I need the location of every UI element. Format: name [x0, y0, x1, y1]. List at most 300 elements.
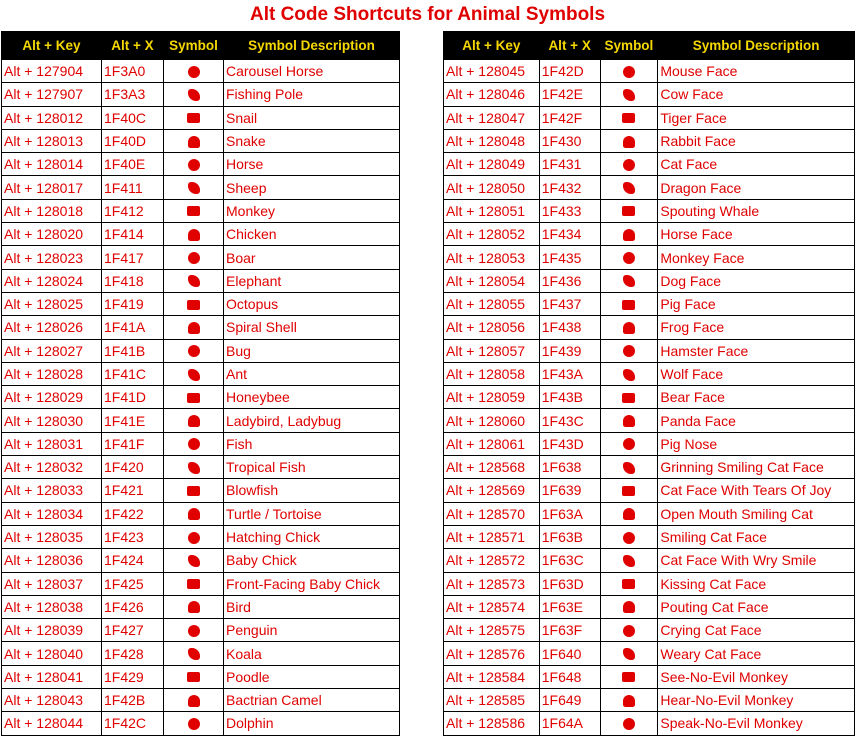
- symbol-cell: [600, 386, 658, 409]
- alt-x-cell: 1F428: [102, 642, 164, 665]
- pig-nose-icon: [623, 438, 635, 450]
- dragon-face-icon: [623, 182, 635, 194]
- symbol-cell: [164, 619, 224, 642]
- header-alt-x: Alt + X: [102, 32, 164, 60]
- symbol-cell: [600, 269, 658, 292]
- table-row: [2, 292, 400, 315]
- alt-key-cell: Alt + 128034: [2, 502, 102, 525]
- sheep-icon: [188, 182, 200, 194]
- smiling-cat-icon: [623, 532, 635, 544]
- symbol-description-cell: Ladybird, Ladybug: [224, 409, 400, 432]
- alt-x-cell: 1F41F: [102, 432, 164, 455]
- header-alt-key: Alt + Key: [2, 32, 102, 60]
- alt-key-cell: Alt + 128013: [2, 129, 102, 152]
- header-alt-x: Alt + X: [539, 32, 600, 60]
- symbol-cell: [600, 316, 658, 339]
- table-row: [2, 362, 400, 385]
- symbol-cell: [164, 572, 224, 595]
- alt-x-cell: 1F43A: [539, 362, 600, 385]
- alt-key-cell: Alt + 128572: [444, 549, 540, 572]
- symbol-cell: [600, 153, 658, 176]
- alt-key-cell: Alt + 128061: [444, 432, 540, 455]
- alt-x-cell: 1F432: [539, 176, 600, 199]
- symbol-cell: [600, 432, 658, 455]
- table-row: [444, 83, 855, 106]
- alt-key-cell: Alt + 128024: [2, 269, 102, 292]
- alt-x-cell: 1F414: [102, 223, 164, 246]
- honeybee-icon: [187, 393, 200, 403]
- alt-x-cell: 1F430: [539, 129, 600, 152]
- table-row: [444, 339, 855, 362]
- alt-key-cell: Alt + 128575: [444, 619, 540, 642]
- table-row: [2, 106, 400, 129]
- alt-key-cell: Alt + 128047: [444, 106, 540, 129]
- wolf-face-icon: [623, 369, 635, 381]
- symbol-cell: [164, 642, 224, 665]
- fishing-pole-icon: [188, 89, 200, 101]
- symbol-cell: [600, 339, 658, 362]
- turtle-icon: [188, 508, 200, 520]
- alt-x-cell: 1F63F: [539, 619, 600, 642]
- alt-key-cell: Alt + 128576: [444, 642, 540, 665]
- alt-x-cell: 1F639: [539, 479, 600, 502]
- table-row: [2, 595, 400, 618]
- symbol-description-cell: Elephant: [224, 269, 400, 292]
- symbol-description-cell: Mouse Face: [658, 60, 855, 83]
- alt-key-cell: Alt + 128014: [2, 153, 102, 176]
- alt-key-cell: Alt + 128574: [444, 595, 540, 618]
- symbol-description-cell: Monkey Face: [658, 246, 855, 269]
- boar-icon: [188, 252, 200, 264]
- koala-icon: [188, 648, 200, 660]
- table-row: [2, 479, 400, 502]
- header-symbol-description: Symbol Description: [224, 32, 400, 60]
- table-row: [444, 362, 855, 385]
- alt-x-cell: 1F42C: [102, 712, 164, 735]
- alt-x-cell: 1F43C: [539, 409, 600, 432]
- alt-key-cell: Alt + 128035: [2, 525, 102, 548]
- symbol-cell: [164, 153, 224, 176]
- symbol-description-cell: Crying Cat Face: [658, 619, 855, 642]
- alt-x-cell: 1F63A: [539, 502, 600, 525]
- wry-smile-cat-icon: [623, 555, 635, 567]
- table-row: [2, 689, 400, 712]
- alt-key-cell: Alt + 128017: [2, 176, 102, 199]
- symbol-cell: [164, 269, 224, 292]
- tiger-face-icon: [622, 113, 635, 123]
- symbol-description-cell: Cat Face With Wry Smile: [658, 549, 855, 572]
- alt-key-cell: Alt + 128037: [2, 572, 102, 595]
- symbol-cell: [164, 129, 224, 152]
- alt-key-cell: Alt + 128585: [444, 689, 540, 712]
- symbol-description-cell: Grinning Smiling Cat Face: [658, 456, 855, 479]
- spouting-whale-icon: [622, 206, 635, 216]
- symbol-cell: [600, 362, 658, 385]
- symbol-description-cell: Monkey: [224, 199, 400, 222]
- alt-key-cell: Alt + 128055: [444, 292, 540, 315]
- symbol-cell: [164, 689, 224, 712]
- penguin-icon: [188, 625, 200, 637]
- symbol-description-cell: Wolf Face: [658, 362, 855, 385]
- alt-key-cell: Alt + 128018: [2, 199, 102, 222]
- symbol-cell: [164, 409, 224, 432]
- alt-x-cell: 1F63C: [539, 549, 600, 572]
- fish-icon: [188, 438, 200, 450]
- alt-x-cell: 1F437: [539, 292, 600, 315]
- symbol-description-cell: Pig Face: [658, 292, 855, 315]
- alt-x-cell: 1F43D: [539, 432, 600, 455]
- alt-x-cell: 1F425: [102, 572, 164, 595]
- horse-icon: [188, 159, 200, 171]
- alt-x-cell: 1F63E: [539, 595, 600, 618]
- table-row: [2, 316, 400, 339]
- alt-x-cell: 1F411: [102, 176, 164, 199]
- symbol-description-cell: Horse Face: [658, 223, 855, 246]
- symbol-cell: [164, 292, 224, 315]
- symbol-description-cell: Penguin: [224, 619, 400, 642]
- table-row: [444, 572, 855, 595]
- table-row: [2, 153, 400, 176]
- symbol-description-cell: Hear-No-Evil Monkey: [658, 689, 855, 712]
- symbol-cell: [600, 223, 658, 246]
- alt-x-cell: 1F427: [102, 619, 164, 642]
- symbol-description-cell: Hamster Face: [658, 339, 855, 362]
- alt-x-cell: 1F42D: [539, 60, 600, 83]
- alt-x-cell: 1F3A3: [102, 83, 164, 106]
- alt-key-cell: Alt + 128586: [444, 712, 540, 735]
- symbol-description-cell: Cow Face: [658, 83, 855, 106]
- alt-key-cell: Alt + 128052: [444, 223, 540, 246]
- alt-x-cell: 1F421: [102, 479, 164, 502]
- chicken-icon: [188, 229, 200, 241]
- symbol-cell: [600, 129, 658, 152]
- header-symbol-description: Symbol Description: [658, 32, 855, 60]
- weary-cat-icon: [623, 648, 635, 660]
- alt-x-cell: 1F649: [539, 689, 600, 712]
- symbol-cell: [164, 525, 224, 548]
- cat-tears-of-joy-icon: [622, 486, 635, 496]
- alt-key-cell: Alt + 128012: [2, 106, 102, 129]
- hatching-chick-icon: [188, 532, 200, 544]
- table-row: [2, 665, 400, 688]
- bactrian-camel-icon: [188, 695, 200, 707]
- table-row: [444, 386, 855, 409]
- table-row: [2, 83, 400, 106]
- table-row: [2, 502, 400, 525]
- symbol-cell: [164, 106, 224, 129]
- crying-cat-icon: [623, 625, 635, 637]
- table-row: [444, 525, 855, 548]
- symbol-cell: [600, 689, 658, 712]
- alt-key-cell: Alt + 128032: [2, 456, 102, 479]
- header-alt-key: Alt + Key: [444, 32, 540, 60]
- alt-key-cell: Alt + 128570: [444, 502, 540, 525]
- table-row: [444, 246, 855, 269]
- alt-x-cell: 1F426: [102, 595, 164, 618]
- alt-key-cell: Alt + 128039: [2, 619, 102, 642]
- alt-key-cell: Alt + 128051: [444, 199, 540, 222]
- alt-key-cell: Alt + 127907: [2, 83, 102, 106]
- alt-x-cell: 1F41D: [102, 386, 164, 409]
- table-row: [444, 409, 855, 432]
- alt-x-cell: 1F3A0: [102, 60, 164, 83]
- symbol-cell: [600, 106, 658, 129]
- symbol-description-cell: Front-Facing Baby Chick: [224, 572, 400, 595]
- alt-key-cell: Alt + 128025: [2, 292, 102, 315]
- monkey-face-icon: [623, 252, 635, 264]
- blowfish-icon: [187, 486, 200, 496]
- symbol-description-cell: Panda Face: [658, 409, 855, 432]
- symbol-description-cell: Ant: [224, 362, 400, 385]
- bird-icon: [188, 601, 200, 613]
- alt-x-cell: 1F63B: [539, 525, 600, 548]
- see-no-evil-monkey-icon: [622, 672, 635, 682]
- carousel-horse-icon: [188, 66, 200, 78]
- alt-x-cell: 1F40E: [102, 153, 164, 176]
- symbol-description-cell: Dragon Face: [658, 176, 855, 199]
- symbol-cell: [600, 525, 658, 548]
- alt-x-cell: 1F424: [102, 549, 164, 572]
- symbol-cell: [600, 549, 658, 572]
- alt-x-cell: 1F436: [539, 269, 600, 292]
- table-row: [444, 269, 855, 292]
- spiral-shell-icon: [188, 322, 200, 334]
- alt-x-cell: 1F434: [539, 223, 600, 246]
- table-row: [2, 60, 400, 83]
- alt-key-cell: Alt + 128023: [2, 246, 102, 269]
- symbol-cell: [164, 479, 224, 502]
- table-row: [2, 176, 400, 199]
- table-row: [444, 642, 855, 665]
- alt-key-cell: Alt + 128029: [2, 386, 102, 409]
- symbol-cell: [600, 176, 658, 199]
- symbol-cell: [600, 665, 658, 688]
- table-row: [2, 619, 400, 642]
- table-row: [2, 269, 400, 292]
- ladybug-icon: [188, 415, 200, 427]
- grinning-cat-icon: [623, 462, 635, 474]
- hamster-face-icon: [623, 345, 635, 357]
- horse-face-icon: [623, 229, 635, 241]
- table-row: [2, 572, 400, 595]
- alt-x-cell: 1F433: [539, 199, 600, 222]
- alt-x-cell: 1F438: [539, 316, 600, 339]
- alt-x-cell: 1F439: [539, 339, 600, 362]
- header-symbol: Symbol: [164, 32, 224, 60]
- symbol-description-cell: Fishing Pole: [224, 83, 400, 106]
- symbol-description-cell: Spouting Whale: [658, 199, 855, 222]
- ant-icon: [188, 369, 200, 381]
- symbol-cell: [164, 456, 224, 479]
- table-row: [444, 595, 855, 618]
- alt-key-cell: Alt + 128028: [2, 362, 102, 385]
- alt-key-cell: Alt + 128026: [2, 316, 102, 339]
- alt-x-cell: 1F420: [102, 456, 164, 479]
- alt-key-cell: Alt + 128031: [2, 432, 102, 455]
- alt-key-cell: Alt + 128049: [444, 153, 540, 176]
- symbol-description-cell: Baby Chick: [224, 549, 400, 572]
- alt-key-cell: Alt + 128050: [444, 176, 540, 199]
- table-row: [444, 549, 855, 572]
- table-row: [2, 432, 400, 455]
- symbol-description-cell: Bird: [224, 595, 400, 618]
- alt-x-cell: 1F640: [539, 642, 600, 665]
- table-row: [2, 339, 400, 362]
- alt-key-cell: Alt + 128027: [2, 339, 102, 362]
- bug-icon: [188, 345, 200, 357]
- symbol-description-cell: Bug: [224, 339, 400, 362]
- symbol-description-cell: Tropical Fish: [224, 456, 400, 479]
- table-row: [444, 619, 855, 642]
- frog-face-icon: [623, 322, 635, 334]
- table-row: [2, 386, 400, 409]
- cow-face-icon: [623, 89, 635, 101]
- alt-key-cell: Alt + 128573: [444, 572, 540, 595]
- table-row: [444, 176, 855, 199]
- symbol-description-cell: Carousel Horse: [224, 60, 400, 83]
- table-row: [2, 129, 400, 152]
- alt-x-cell: 1F63D: [539, 572, 600, 595]
- symbol-cell: [600, 83, 658, 106]
- table-row: [444, 316, 855, 339]
- alt-x-cell: 1F648: [539, 665, 600, 688]
- octopus-icon: [187, 300, 200, 310]
- symbol-cell: [164, 386, 224, 409]
- symbol-cell: [600, 479, 658, 502]
- alt-x-cell: 1F64A: [539, 712, 600, 735]
- alt-key-cell: Alt + 128054: [444, 269, 540, 292]
- table-header-row: [444, 32, 855, 60]
- alt-code-table-left: [1, 31, 400, 736]
- alt-x-cell: 1F42F: [539, 106, 600, 129]
- symbol-description-cell: Rabbit Face: [658, 129, 855, 152]
- symbol-cell: [600, 292, 658, 315]
- table-row: [2, 549, 400, 572]
- alt-key-cell: Alt + 128030: [2, 409, 102, 432]
- panda-face-icon: [623, 415, 635, 427]
- symbol-description-cell: Fish: [224, 432, 400, 455]
- symbol-cell: [600, 199, 658, 222]
- cat-face-icon: [623, 159, 635, 171]
- symbol-description-cell: Koala: [224, 642, 400, 665]
- monkey-icon: [187, 206, 200, 216]
- alt-key-cell: Alt + 128048: [444, 129, 540, 152]
- alt-key-cell: Alt + 128059: [444, 386, 540, 409]
- table-row: [444, 432, 855, 455]
- alt-x-cell: 1F412: [102, 199, 164, 222]
- symbol-description-cell: Cat Face: [658, 153, 855, 176]
- symbol-cell: [600, 572, 658, 595]
- pig-face-icon: [622, 300, 635, 310]
- alt-key-cell: Alt + 128571: [444, 525, 540, 548]
- table-row: [444, 60, 855, 83]
- poodle-icon: [187, 672, 200, 682]
- symbol-cell: [600, 712, 658, 735]
- alt-x-cell: 1F41E: [102, 409, 164, 432]
- header-symbol: Symbol: [600, 32, 658, 60]
- alt-key-cell: Alt + 128568: [444, 456, 540, 479]
- bear-face-icon: [622, 393, 635, 403]
- symbol-description-cell: Bactrian Camel: [224, 689, 400, 712]
- alt-x-cell: 1F43B: [539, 386, 600, 409]
- alt-key-cell: Alt + 127904: [2, 60, 102, 83]
- symbol-cell: [164, 246, 224, 269]
- alt-x-cell: 1F40C: [102, 106, 164, 129]
- page-title: Alt Code Shortcuts for Animal Symbols: [249, 4, 606, 25]
- alt-key-cell: Alt + 128057: [444, 339, 540, 362]
- symbol-description-cell: Open Mouth Smiling Cat: [658, 502, 855, 525]
- open-mouth-cat-icon: [623, 508, 635, 520]
- symbol-cell: [164, 549, 224, 572]
- table-header-row: [2, 32, 400, 60]
- symbol-description-cell: Poodle: [224, 665, 400, 688]
- alt-x-cell: 1F42B: [102, 689, 164, 712]
- table-row: [444, 153, 855, 176]
- alt-key-cell: Alt + 128056: [444, 316, 540, 339]
- symbol-description-cell: Tiger Face: [658, 106, 855, 129]
- alt-x-cell: 1F431: [539, 153, 600, 176]
- symbol-cell: [164, 665, 224, 688]
- alt-key-cell: Alt + 128043: [2, 689, 102, 712]
- symbol-cell: [164, 432, 224, 455]
- symbol-cell: [600, 595, 658, 618]
- symbol-description-cell: Smiling Cat Face: [658, 525, 855, 548]
- alt-code-table-right: [443, 31, 855, 736]
- symbol-cell: [164, 316, 224, 339]
- alt-x-cell: 1F41A: [102, 316, 164, 339]
- alt-x-cell: 1F638: [539, 456, 600, 479]
- symbol-cell: [600, 60, 658, 83]
- alt-x-cell: 1F423: [102, 525, 164, 548]
- table-row: [2, 409, 400, 432]
- alt-key-cell: Alt + 128036: [2, 549, 102, 572]
- symbol-cell: [600, 246, 658, 269]
- symbol-description-cell: Dolphin: [224, 712, 400, 735]
- alt-x-cell: 1F419: [102, 292, 164, 315]
- alt-x-cell: 1F41C: [102, 362, 164, 385]
- dolphin-icon: [188, 718, 200, 730]
- table-row: [444, 223, 855, 246]
- front-facing-baby-chick-icon: [187, 579, 200, 589]
- rabbit-face-icon: [623, 136, 635, 148]
- symbol-description-cell: Octopus: [224, 292, 400, 315]
- symbol-description-cell: Speak-No-Evil Monkey: [658, 712, 855, 735]
- symbol-description-cell: Snail: [224, 106, 400, 129]
- symbol-cell: [164, 712, 224, 735]
- symbol-description-cell: Dog Face: [658, 269, 855, 292]
- symbol-cell: [164, 223, 224, 246]
- alt-key-cell: Alt + 128569: [444, 479, 540, 502]
- symbol-description-cell: Cat Face With Tears Of Joy: [658, 479, 855, 502]
- symbol-description-cell: Blowfish: [224, 479, 400, 502]
- symbol-description-cell: Chicken: [224, 223, 400, 246]
- symbol-cell: [600, 619, 658, 642]
- symbol-description-cell: Sheep: [224, 176, 400, 199]
- alt-key-cell: Alt + 128040: [2, 642, 102, 665]
- pouting-cat-icon: [623, 601, 635, 613]
- snail-icon: [187, 113, 200, 123]
- alt-x-cell: 1F435: [539, 246, 600, 269]
- table-row: [444, 689, 855, 712]
- alt-key-cell: Alt + 128038: [2, 595, 102, 618]
- symbol-cell: [164, 339, 224, 362]
- alt-x-cell: 1F417: [102, 246, 164, 269]
- symbol-cell: [600, 502, 658, 525]
- mouse-face-icon: [623, 66, 635, 78]
- symbol-description-cell: Boar: [224, 246, 400, 269]
- symbol-cell: [600, 642, 658, 665]
- table-row: [2, 199, 400, 222]
